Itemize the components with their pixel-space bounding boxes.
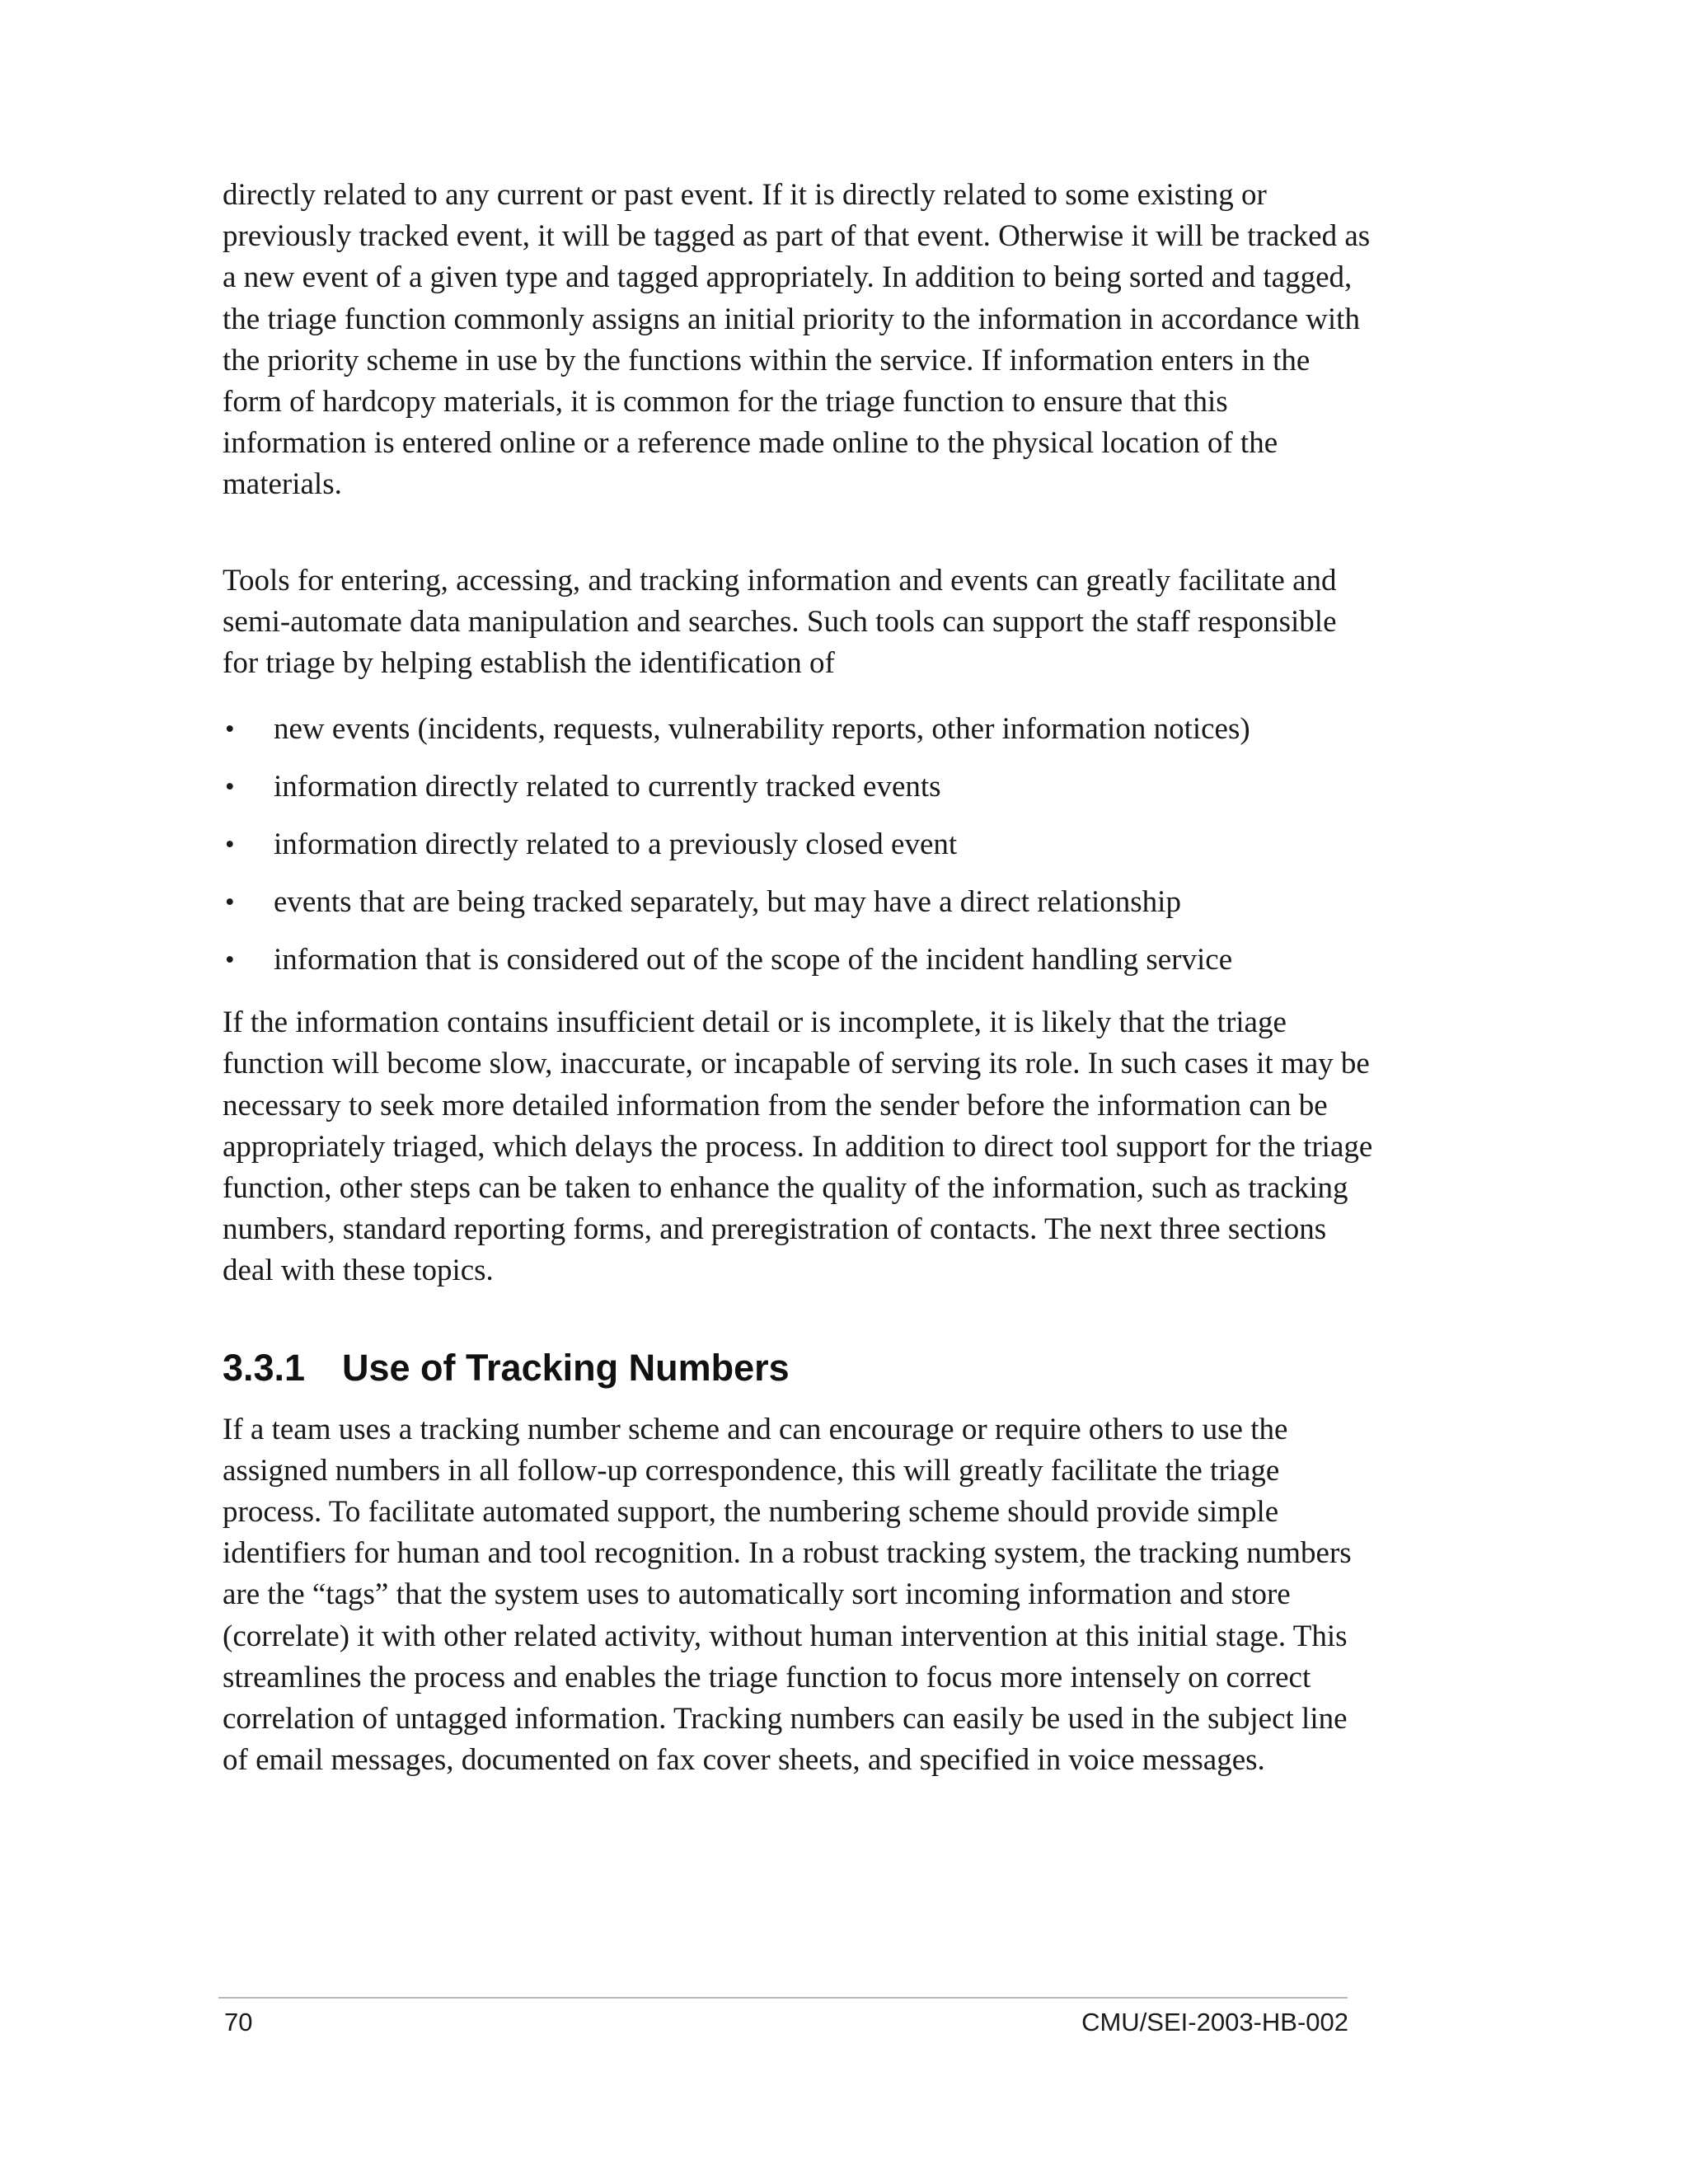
page-body — [223, 175, 1376, 1781]
list-item-text: information directly related to currently tracked events — [274, 770, 941, 804]
list-item — [223, 766, 1376, 808]
list-item — [223, 709, 1376, 750]
list-item-text: events that are being tracked separately, but may have a direct relationship — [274, 885, 1181, 920]
list-item — [223, 882, 1376, 923]
bullet-icon: • — [225, 772, 235, 803]
bullet-icon: • — [225, 830, 235, 860]
list-item — [223, 940, 1376, 981]
footer-divider — [218, 1997, 1348, 1999]
list-item-text: information that is considered out of the scope of the incident handling service — [274, 943, 1233, 977]
paragraph-insufficient-detail: If the information contains insufficient detail or is incomplete, it is likely that the triage function will become slow, inaccurate, or incapable of serving its role. In such cases it may be necessary to seek more detailed information from the sender before the information can be appropriately triaged, which delays the process. In addition to direct tool support for the triage function, other steps can be taken to enhance the quality of the information, such as tracking numbers, standard reporting forms, and preregistration of contacts. The next three sections deal with these topics. — [223, 1005, 1373, 1288]
page-number: 70 — [224, 2008, 253, 2036]
paragraph-continuation: directly related to any current or past event. If it is directly related to some existing or previously tracked event, it will be tagged as part of that event. Otherwise it will be tracked as a new event of a given type and tagged appropriately. In addition to being sorted and tagged, the triage function commonly assigns an initial priority to the information in accordance with the priority scheme in use by the functions within the service. If information enters in the form of hardcopy materials, it is common for the triage function to ensure that this information is entered online or a reference made online to the physical location of the materials. — [223, 178, 1371, 502]
document-id: CMU/SEI-2003-HB-002 — [1081, 2008, 1348, 2036]
section-number: 3.3.1 — [223, 1346, 306, 1389]
bullet-icon: • — [225, 888, 235, 918]
list-item-text: information directly related to a previously closed event — [274, 827, 958, 862]
paragraph-tools: Tools for entering, accessing, and tracking information and events can greatly facilitate and semi-automate data manipulation and searches. Such tools can support the staff responsible for triage by helping establish the identification of — [223, 563, 1337, 681]
section-title: Use of Tracking Numbers — [342, 1346, 790, 1389]
identification-bullet-list — [223, 709, 1376, 981]
list-item-text: new events (incidents, requests, vulnerability reports, other information notices) — [274, 712, 1250, 747]
list-item — [223, 824, 1376, 865]
bullet-icon: • — [225, 945, 235, 976]
paragraph-tracking-numbers: If a team uses a tracking number scheme and can encourage or require others to use the assigned numbers in all follow-up correspondence, this will greatly facilitate the triage process. To facilitate automated support, the numbering scheme should provide simple identifiers for human and tool recognition. In a robust tracking system, the tracking numbers are the “tags” that the system uses to automatically sort incoming information and store (correlate) it with other related activity, without human intervention at this initial stage. This streamlines the process and enables the triage function to focus more intensely on correct correlation of untagged information. Tracking numbers can easily be used in the subject line of email messages, documented on fax cover sheets, and specified in voice messages. — [223, 1412, 1352, 1778]
section-heading — [223, 1343, 1376, 1393]
bullet-icon: • — [225, 715, 235, 745]
